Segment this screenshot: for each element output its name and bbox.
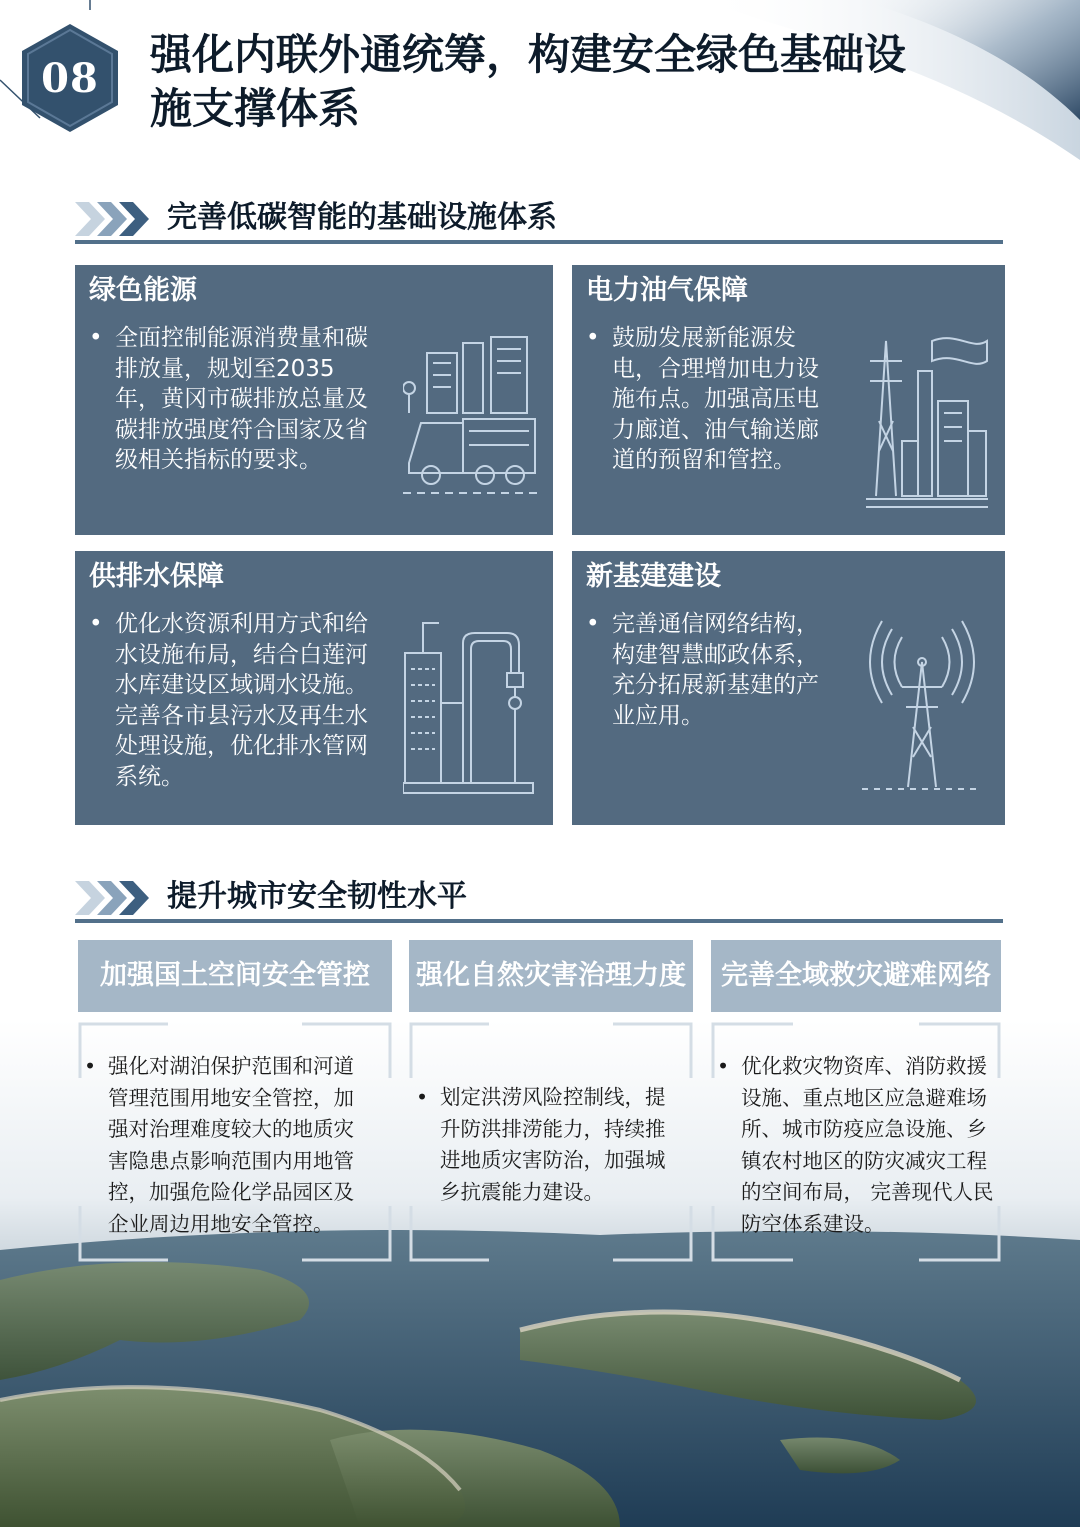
card-power-oil-gas bbox=[572, 265, 1005, 535]
section-divider bbox=[75, 919, 1003, 923]
card-text: 完善通信网络结构，构建智慧邮政体系，充分拓展新基建的产业应用。 bbox=[612, 611, 819, 729]
card-body bbox=[586, 323, 838, 476]
card-body bbox=[89, 323, 379, 476]
pillar-body bbox=[717, 1051, 995, 1240]
page-title: 强化内联外通统筹，构建安全绿色基础设施支撑体系 bbox=[150, 30, 907, 133]
chevron-arrows-icon bbox=[75, 200, 155, 238]
card-body bbox=[586, 609, 838, 731]
chapter-number: 08 bbox=[41, 54, 99, 102]
bullet: • bbox=[84, 1054, 97, 1078]
power-tower-factory-icon bbox=[862, 321, 992, 511]
card-text: 优化水资源利用方式和给水设施布局，结合白莲河水库建设区域调水设施。完善各市县污水及再生水处理设施，优化排水管网系统。 bbox=[115, 611, 368, 790]
pillar-header-land-safety bbox=[78, 940, 392, 1012]
bullet: • bbox=[416, 1085, 429, 1109]
signal-tower-icon bbox=[862, 617, 982, 797]
section-title: 完善低碳智能的基础设施体系 bbox=[167, 200, 557, 235]
card-water-supply bbox=[75, 551, 553, 825]
pillar-title: 完善全域救灾避难网络 bbox=[721, 960, 991, 991]
card-text: 鼓励发展新能源发电，合理增加电力设施布点。加强高压电力廊道、油气输送廊道的预留和管控。 bbox=[612, 325, 819, 473]
card-title: 绿色能源 bbox=[89, 275, 197, 306]
chevron-arrows-icon bbox=[75, 879, 155, 917]
pillar-text: 强化对湖泊保护范围和河道管理范围用地安全管控，加强对治理难度较大的地质灾害隐患点影响范围内用地管控，加强危险化学品园区及企业周边用地安全管控。 bbox=[108, 1054, 354, 1236]
section-divider bbox=[75, 240, 1003, 244]
city-truck-icon bbox=[403, 333, 543, 503]
pillar-header-disaster-governance bbox=[409, 940, 693, 1012]
pillar-header-relief-shelter bbox=[711, 940, 1001, 1012]
pillar-text: 划定洪涝风险控制线，提升防洪排涝能力，持续推进地质灾害防治，加强城乡抗震能力建设。 bbox=[440, 1085, 666, 1204]
pillar-title: 强化自然灾害治理力度 bbox=[416, 960, 686, 991]
pillar-title: 加强国土空间安全管控 bbox=[100, 960, 370, 991]
section-header-urban-resilience bbox=[75, 877, 1003, 923]
card-title: 供排水保障 bbox=[89, 561, 224, 592]
card-title: 新基建建设 bbox=[586, 561, 721, 592]
card-body bbox=[89, 609, 379, 792]
section-title: 提升城市安全韧性水平 bbox=[167, 879, 467, 914]
pillar-body bbox=[416, 1082, 682, 1208]
section-header-infrastructure bbox=[75, 198, 1003, 244]
bullet: • bbox=[586, 611, 600, 637]
pillar-text: 优化救灾物资库、消防救援设施、重点地区应急避难场所、城市防疫应急设施、乡镇农村地区的防灾减灾工程的空间布局， 完善现代人民防空体系建设。 bbox=[741, 1054, 994, 1236]
card-title: 电力油气保障 bbox=[586, 275, 748, 306]
bullet: • bbox=[89, 325, 103, 351]
bullet: • bbox=[717, 1054, 730, 1078]
bullet: • bbox=[89, 611, 103, 637]
bullet: • bbox=[586, 325, 600, 351]
card-new-infrastructure bbox=[572, 551, 1005, 825]
card-green-energy bbox=[75, 265, 553, 535]
card-text: 全面控制能源消费量和碳排放量，规划至2035年，黄冈市碳排放总量及碳排放强度符合国家及省级相关指标的要求。 bbox=[115, 325, 368, 473]
pillar-body bbox=[84, 1051, 374, 1240]
water-supply-icon bbox=[403, 613, 543, 798]
